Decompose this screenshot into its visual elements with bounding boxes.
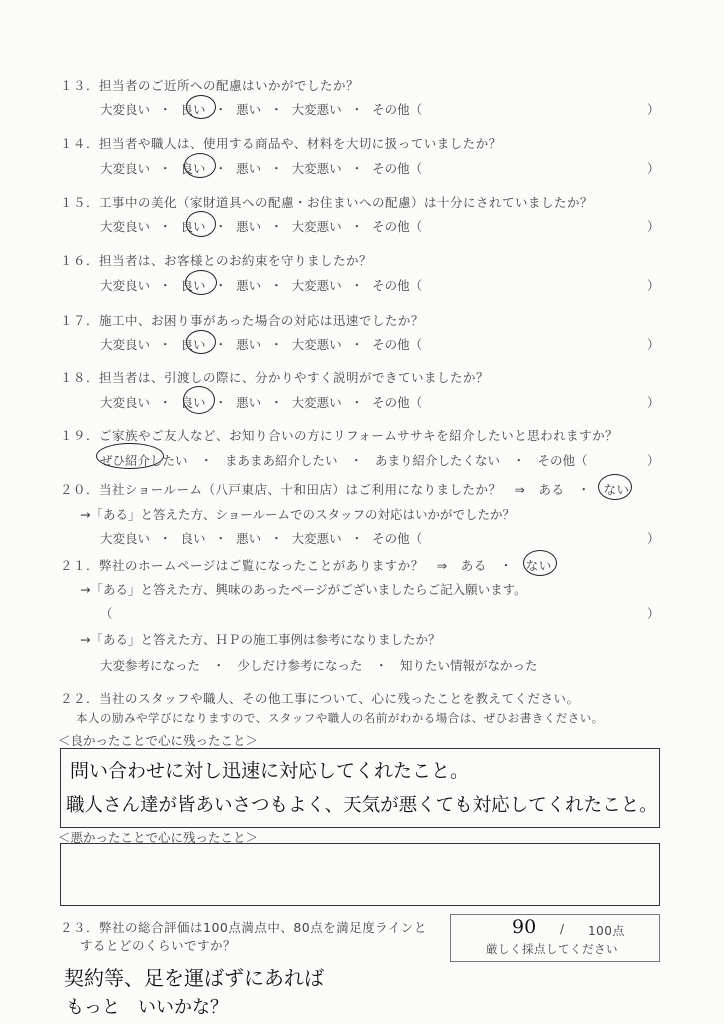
dot: ・ [350, 102, 364, 117]
option-very-good: 大変良い [100, 102, 151, 117]
dot: ・ [214, 219, 228, 234]
dot: ・ [270, 337, 283, 352]
dot: ・ [214, 278, 228, 293]
options-16 [100, 276, 422, 294]
option-good: 良い [180, 161, 206, 176]
option-very-bad: 大変悪い [291, 278, 342, 293]
options-19: ぜひ紹介したい ・ まあまあ紹介したい ・ あまり紹介したくない ・ その他（ [100, 453, 588, 468]
option-other: その他（ [372, 161, 423, 176]
handwritten-note-line-1: 契約等、足を運ばずにあれば [64, 966, 324, 990]
option-other: その他（ [372, 278, 423, 293]
paren-close: ） [647, 606, 660, 621]
dot: ・ [350, 395, 364, 410]
option-very-bad: 大変悪い [291, 219, 342, 234]
score-slash: / [560, 922, 565, 936]
option-bad: 悪い [236, 219, 262, 234]
question-13: １３．担当者のご近所への配慮はいかがでしたか？ [60, 78, 360, 93]
options-18 [100, 393, 422, 411]
option-very-good: 大変良い [100, 219, 151, 234]
question-23-line2: するとどのくらいですか？ [80, 938, 237, 953]
option-very-bad: 大変悪い [291, 161, 342, 176]
question-18: １８．担当者は、引渡しの際に、分かりやすく説明ができていましたか？ [60, 370, 490, 385]
paren-close: ） [647, 102, 660, 117]
option-other: その他（ [372, 219, 423, 234]
dot: ・ [350, 161, 364, 176]
option-good: 良い [180, 395, 206, 410]
paren-close: ） [647, 453, 660, 468]
paren-close: ） [647, 531, 660, 546]
option-bad: 悪い [236, 278, 262, 293]
option-very-good: 大変良い [100, 278, 151, 293]
dot: ・ [350, 531, 364, 546]
dot: ・ [214, 395, 228, 410]
dot: ・ [159, 278, 172, 293]
option-bad: 悪い [236, 161, 262, 176]
option-bad: 悪い [236, 531, 262, 546]
option-good: 良い [180, 337, 206, 352]
option-bad: 悪い [236, 395, 262, 410]
options-13 [100, 100, 422, 118]
option-good: 良い [180, 531, 206, 546]
handwritten-good-line-2: 職人さん達が皆あいさつもよく、天気が悪くても対応してくれたこと。 [66, 795, 658, 816]
dot: ・ [214, 531, 228, 546]
paren-close: ） [647, 219, 660, 234]
dot: ・ [159, 337, 172, 352]
dot: ・ [159, 395, 172, 410]
handwritten-score: 90 [512, 916, 537, 938]
option-bad: 悪い [236, 102, 262, 117]
option-other: その他（ [372, 102, 423, 117]
dot: ・ [270, 219, 283, 234]
question-20-sub: →「ある」と答えた方、ショールームでのスタッフの対応はいかがでしたか？ [80, 507, 515, 522]
score-note: 厳しく採点してください [486, 942, 618, 956]
dot: ・ [159, 531, 172, 546]
question-23: ２３．弊社の総合評価は100点満点中、80点を満足度ラインと [60, 920, 427, 935]
question-22-note: 本人の励みや学びになりますので、スタッフや職人の名前がわかる場合は、ぜひお書きください。 [76, 711, 604, 725]
option-good: 良い [180, 102, 206, 117]
dot: ・ [159, 219, 172, 234]
dot: ・ [270, 531, 283, 546]
question-16: １６．担当者は、お客様とのお約束を守りましたか？ [60, 253, 373, 268]
paren-open: （ [100, 606, 113, 621]
question-15: １５．工事中の美化（家財道具への配慮・お住まいへの配慮）は十分にされていましたか？ [60, 195, 594, 210]
option-bad: 悪い [236, 337, 262, 352]
dot: ・ [350, 219, 364, 234]
dot: ・ [350, 278, 364, 293]
bad-section-label: ＜悪かったことで心に残ったこと＞ [58, 830, 259, 845]
dot: ・ [214, 161, 228, 176]
question-21-sub1: →「ある」と答えた方、興味のあったページがございましたらご記入願います。 [80, 582, 527, 597]
question-17: １７．施工中、お困り事があった場合の対応は迅速でしたか？ [60, 313, 424, 328]
dot: ・ [214, 337, 228, 352]
handwritten-note-line-2: もっと いいかな？ [66, 997, 228, 1018]
option-other: その他（ [372, 531, 423, 546]
paren-close: ） [647, 337, 660, 352]
dot: ・ [270, 278, 283, 293]
options-20 [100, 529, 422, 547]
paren-close: ） [647, 278, 660, 293]
option-other: その他（ [372, 395, 423, 410]
dot: ・ [270, 161, 283, 176]
option-very-bad: 大変悪い [291, 102, 342, 117]
handwritten-good-line-1: 問い合わせに対し迅速に対応してくれたこと。 [70, 760, 470, 782]
bad-answer-box [60, 843, 660, 906]
option-very-good: 大変良い [100, 395, 151, 410]
option-very-bad: 大変悪い [291, 395, 342, 410]
option-very-good: 大変良い [100, 337, 151, 352]
option-very-bad: 大変悪い [291, 337, 342, 352]
question-21: ２１．弊社のホームページはご覧になったことがありますか？ ⇒ ある ・ ない [60, 558, 552, 573]
good-section-label: ＜良かったことで心に残ったこと＞ [58, 733, 259, 748]
options-15 [100, 217, 422, 235]
option-very-bad: 大変悪い [291, 531, 342, 546]
option-good: 良い [180, 278, 206, 293]
dot: ・ [159, 102, 172, 117]
question-22: ２２．当社のスタッフや職人、その他工事について、心に残ったことを教えてください。 [60, 691, 580, 706]
options-14 [100, 159, 422, 177]
score-max: 100点 [588, 924, 625, 938]
question-21-sub2: →「ある」と答えた方、ＨＰの施工事例は参考になりましたか？ [80, 632, 441, 647]
question-14: １４．担当者や職人は、使用する商品や、材料を大切に扱っていましたか？ [60, 136, 502, 151]
question-20: ２０．当社ショールーム（八戸東店、十和田店）はご利用になりましたか？ ⇒ ある ・ ない [60, 482, 630, 497]
dot: ・ [159, 161, 172, 176]
options-21: 大変参考になった ・ 少しだけ参考になった ・ 知りたい情報がなかった [100, 658, 538, 673]
paren-close: ） [647, 161, 660, 176]
option-very-good: 大変良い [100, 161, 151, 176]
option-very-good: 大変良い [100, 531, 151, 546]
dot: ・ [270, 102, 283, 117]
dot: ・ [214, 102, 228, 117]
question-19: １９．ご家族やご友人など、お知り合いの方にリフォームササキを紹介したいと思われますか？ [60, 428, 619, 443]
dot: ・ [350, 337, 364, 352]
options-17 [100, 335, 422, 353]
option-good: 良い [180, 219, 206, 234]
paren-close: ） [647, 395, 660, 410]
option-other: その他（ [372, 337, 423, 352]
dot: ・ [270, 395, 283, 410]
